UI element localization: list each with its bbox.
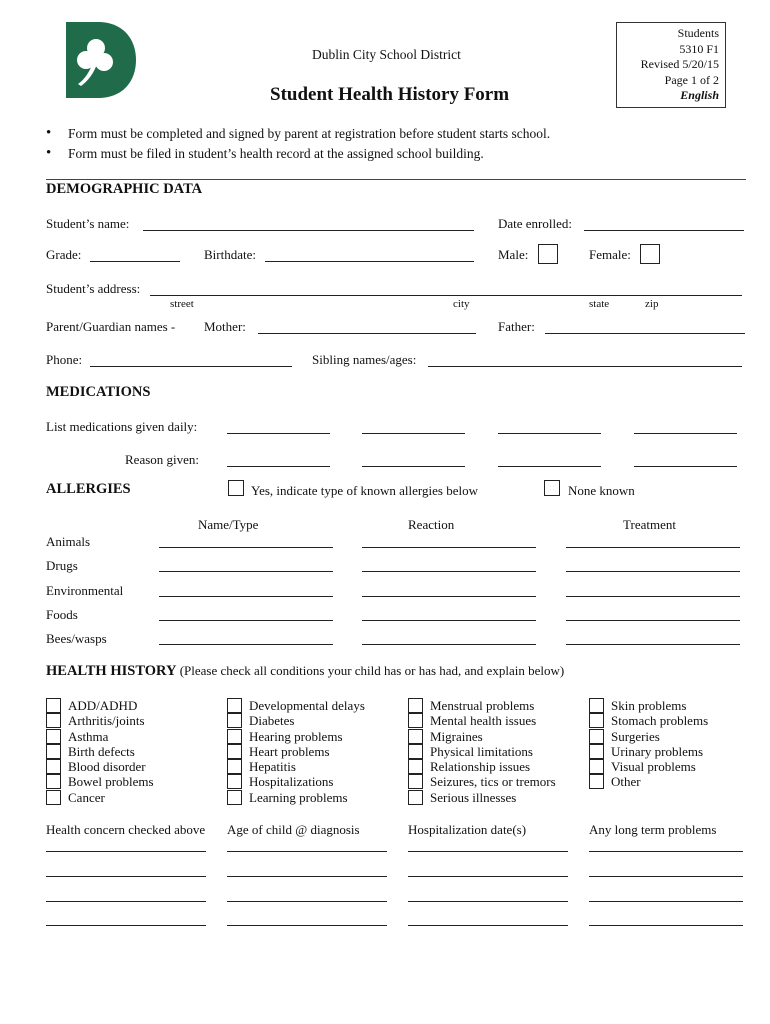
allergy-col-reaction: Reaction [408, 517, 455, 532]
condition-item[interactable] [227, 698, 365, 713]
instruction-item: • Form must be filed in student’s health record at the assigned school building. [46, 146, 550, 166]
condition-label: Other [611, 774, 641, 790]
date-enrolled-label: Date enrolled: [498, 216, 572, 231]
condition-checkbox[interactable] [46, 790, 61, 805]
phone-label: Phone: [46, 352, 83, 367]
condition-item[interactable] [46, 790, 154, 805]
condition-item[interactable] [408, 729, 556, 744]
explain-field[interactable] [46, 876, 206, 877]
condition-label: Birth defects [68, 743, 135, 759]
allergy-row-label: Drugs [46, 558, 78, 573]
condition-item[interactable] [227, 790, 365, 805]
reason-field[interactable] [498, 466, 601, 467]
condition-label: Physical limitations [430, 743, 533, 759]
condition-item[interactable] [46, 729, 154, 744]
allergies-yes-label: Yes, indicate type of known allergies below [251, 483, 478, 498]
condition-checkbox[interactable] [408, 713, 423, 728]
medication-field[interactable] [362, 433, 465, 434]
health-history-header [46, 663, 564, 680]
reason-field[interactable] [634, 466, 737, 467]
allergy-name-field[interactable] [159, 547, 333, 548]
allergy-row-label: Foods [46, 607, 78, 622]
condition-label: Menstrual problems [430, 698, 535, 713]
condition-label: Urinary problems [611, 743, 704, 759]
condition-label: Hospitalizations [249, 774, 334, 790]
condition-checkbox[interactable] [227, 744, 242, 759]
condition-item[interactable] [46, 744, 154, 759]
condition-checkbox[interactable] [227, 774, 242, 789]
condition-label: Hepatitis [249, 759, 296, 775]
allergy-treatment-field[interactable] [566, 571, 740, 572]
city-caption: city [453, 298, 470, 310]
siblings-field[interactable] [428, 366, 742, 367]
condition-item[interactable] [46, 759, 154, 774]
condition-label: Surgeries [611, 728, 660, 744]
condition-column [408, 698, 556, 805]
condition-item[interactable] [46, 774, 154, 789]
allergies-yes-checkbox[interactable] [228, 480, 244, 496]
medications-list-label: List medications given daily: [46, 419, 198, 434]
explain-field[interactable] [408, 925, 568, 926]
explain-field[interactable] [46, 851, 206, 852]
siblings-label: Sibling names/ages: [312, 352, 417, 367]
explain-header-age: Age of child @ diagnosis [227, 822, 360, 837]
condition-item[interactable] [408, 713, 556, 728]
instruction-item: • Form must be completed and signed by parent at registration before student starts school. [46, 126, 550, 146]
condition-item[interactable] [408, 759, 556, 774]
condition-checkbox[interactable] [408, 744, 423, 759]
health-history-subheading: (Please check all conditions your child has or has had, and explain below) [179, 663, 565, 678]
reason-label: Reason given: [125, 452, 200, 467]
condition-checkbox[interactable] [408, 698, 423, 713]
parent-names-label: Parent/Guardian names - [46, 319, 176, 334]
allergy-reaction-field[interactable] [362, 571, 536, 572]
condition-label: ADD/ADHD [68, 698, 138, 713]
condition-label: Heart problems [249, 743, 330, 759]
allergy-name-field[interactable] [159, 596, 333, 597]
condition-label: Stomach problems [611, 713, 709, 729]
condition-column [46, 698, 154, 805]
meta-code: 5310 F1 [679, 41, 719, 56]
phone-field[interactable] [90, 366, 292, 367]
condition-item[interactable] [589, 713, 708, 728]
allergy-reaction-field[interactable] [362, 596, 536, 597]
condition-item[interactable] [408, 744, 556, 759]
allergy-treatment-field[interactable] [566, 620, 740, 621]
meta-language: English [680, 88, 719, 103]
condition-checkbox[interactable] [408, 790, 423, 805]
section-divider [46, 179, 746, 180]
father-label: Father: [498, 319, 535, 334]
condition-item[interactable] [227, 744, 365, 759]
explain-header-concern: Health concern checked above [46, 822, 206, 837]
allergy-name-field[interactable] [159, 620, 333, 621]
explain-header-long-term: Any long term problems [589, 822, 717, 837]
father-field[interactable] [545, 333, 745, 334]
condition-label: Bowel problems [68, 774, 154, 790]
allergy-name-field[interactable] [159, 571, 333, 572]
condition-checkbox[interactable] [408, 759, 423, 774]
female-checkbox[interactable] [640, 244, 660, 264]
birthdate-field[interactable] [265, 261, 474, 262]
allergy-row-label: Bees/wasps [46, 631, 107, 646]
allergy-name-field[interactable] [159, 644, 333, 645]
allergies-heading: ALLERGIES [46, 481, 131, 497]
reason-field[interactable] [362, 466, 465, 467]
allergy-reaction-field[interactable] [362, 644, 536, 645]
condition-label: Cancer [68, 789, 105, 805]
condition-checkbox[interactable] [589, 744, 604, 759]
condition-item[interactable] [589, 698, 708, 713]
explain-field[interactable] [227, 925, 387, 926]
birthdate-label: Birthdate: [204, 247, 256, 262]
condition-item[interactable] [589, 744, 708, 759]
condition-item[interactable] [589, 774, 708, 789]
medication-field[interactable] [227, 433, 330, 434]
grade-label: Grade: [46, 247, 82, 262]
condition-label: Developmental delays [249, 698, 365, 713]
medication-field[interactable] [498, 433, 601, 434]
condition-checkbox[interactable] [589, 713, 604, 728]
condition-label: Skin problems [611, 698, 687, 713]
explain-field[interactable] [589, 901, 743, 902]
explain-field[interactable] [227, 901, 387, 902]
condition-checkbox[interactable] [589, 698, 604, 713]
condition-label: Blood disorder [68, 759, 146, 775]
demographic-heading: DEMOGRAPHIC DATA [46, 181, 203, 197]
medication-field[interactable] [634, 433, 737, 434]
condition-checkbox[interactable] [46, 759, 61, 774]
allergy-treatment-field[interactable] [566, 596, 740, 597]
student-name-field[interactable] [143, 230, 474, 231]
grade-field[interactable] [90, 261, 180, 262]
condition-checkbox[interactable] [46, 774, 61, 789]
condition-checkbox[interactable] [589, 729, 604, 744]
condition-checkbox[interactable] [408, 774, 423, 789]
condition-item[interactable] [589, 729, 708, 744]
condition-label: Diabetes [249, 713, 295, 729]
district-name: Dublin City School District [312, 47, 461, 62]
condition-label: Relationship issues [430, 759, 531, 775]
condition-label: Seizures, tics or tremors [430, 774, 556, 790]
explain-field[interactable] [408, 876, 568, 877]
date-enrolled-field[interactable] [584, 230, 744, 231]
form-title: Student Health History Form [270, 84, 510, 105]
condition-item[interactable] [589, 759, 708, 774]
zip-caption: zip [645, 298, 659, 310]
condition-label: Mental health issues [430, 713, 537, 729]
condition-label: Hearing problems [249, 728, 343, 744]
explain-field[interactable] [408, 851, 568, 852]
medications-heading: MEDICATIONS [46, 384, 151, 400]
health-history-heading: HEALTH HISTORY [46, 663, 177, 679]
condition-checkbox[interactable] [227, 713, 242, 728]
condition-item[interactable] [227, 774, 365, 789]
explain-field[interactable] [408, 901, 568, 902]
allergy-row-label: Environmental [46, 583, 124, 598]
female-label: Female: [589, 247, 631, 262]
condition-column [589, 698, 708, 790]
allergy-reaction-field[interactable] [362, 547, 536, 548]
condition-checkbox[interactable] [227, 759, 242, 774]
explain-field[interactable] [589, 925, 743, 926]
condition-item[interactable] [408, 698, 556, 713]
state-caption: state [589, 298, 610, 310]
address-field[interactable] [150, 295, 742, 296]
explain-field[interactable] [227, 876, 387, 877]
explain-field[interactable] [46, 901, 206, 902]
meta-page: Page 1 of 2 [664, 72, 719, 87]
condition-item[interactable] [46, 698, 154, 713]
condition-item[interactable] [227, 729, 365, 744]
explain-field[interactable] [46, 925, 206, 926]
condition-item[interactable] [46, 713, 154, 728]
explain-field[interactable] [589, 876, 743, 877]
male-label: Male: [498, 247, 529, 262]
condition-label: Arthritis/joints [68, 713, 145, 729]
explain-field[interactable] [589, 851, 743, 852]
condition-item[interactable] [408, 774, 556, 789]
explain-header-hospitalization: Hospitalization date(s) [408, 822, 527, 837]
condition-checkbox[interactable] [46, 744, 61, 759]
allergy-treatment-field[interactable] [566, 547, 740, 548]
condition-checkbox[interactable] [589, 759, 604, 774]
mother-field[interactable] [258, 333, 476, 334]
allergies-none-checkbox[interactable] [544, 480, 560, 496]
street-caption: street [170, 298, 194, 310]
condition-column [227, 698, 365, 805]
allergy-row-label: Animals [46, 534, 91, 549]
condition-checkbox[interactable] [227, 729, 242, 744]
condition-checkbox[interactable] [227, 790, 242, 805]
instruction-list [46, 126, 550, 166]
allergy-reaction-field[interactable] [362, 620, 536, 621]
form-meta-box [616, 22, 726, 108]
mother-label: Mother: [204, 319, 246, 334]
condition-checkbox[interactable] [46, 698, 61, 713]
explain-field[interactable] [227, 851, 387, 852]
allergy-col-treatment: Treatment [623, 517, 676, 532]
condition-item[interactable] [227, 759, 365, 774]
condition-checkbox[interactable] [589, 774, 604, 789]
condition-item[interactable] [227, 713, 365, 728]
condition-checkbox[interactable] [46, 729, 61, 744]
condition-label: Visual problems [611, 759, 696, 775]
student-name-label: Student’s name: [46, 216, 130, 231]
condition-checkbox[interactable] [46, 713, 61, 728]
condition-checkbox[interactable] [408, 729, 423, 744]
allergies-none-label: None known [568, 483, 635, 498]
allergy-treatment-field[interactable] [566, 644, 740, 645]
condition-item[interactable] [408, 790, 556, 805]
meta-section: Students [677, 26, 719, 40]
condition-checkbox[interactable] [227, 698, 242, 713]
condition-label: Serious illnesses [430, 789, 517, 805]
allergy-col-name: Name/Type [198, 517, 259, 532]
condition-label: Migraines [430, 728, 483, 744]
address-label: Student’s address: [46, 281, 141, 296]
male-checkbox[interactable] [538, 244, 558, 264]
condition-label: Learning problems [249, 789, 348, 805]
meta-revised: Revised 5/20/15 [640, 57, 719, 72]
condition-label: Asthma [68, 728, 109, 744]
reason-field[interactable] [227, 466, 330, 467]
district-logo [66, 22, 136, 98]
